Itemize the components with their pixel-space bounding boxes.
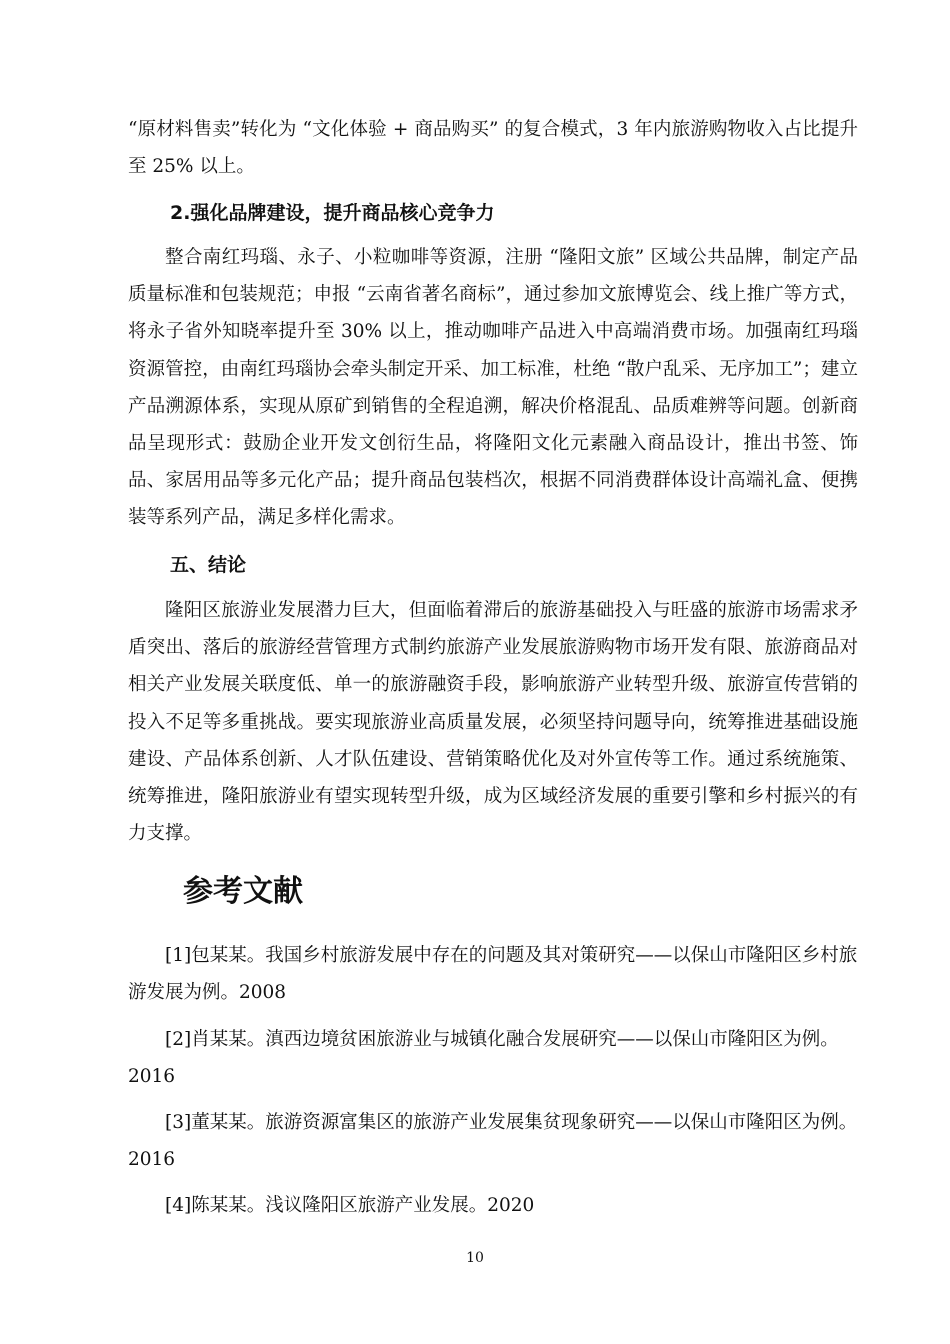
references-title: 参考文献 <box>183 874 303 909</box>
reference-item-4: [4]陈某某。浅议隆阳区旅游产业发展。2020 <box>165 1195 535 1216</box>
body-paragraph-conclusion: 隆阳区旅游业发展潜力巨大，但面临着滞后的旅游基础投入与旺盛的旅游市场需求矛盾突出、落后的旅游经营管理方式制约旅游产业发展旅游购物市场开发有限、旅游商品对相关产业发展关联度低、单一的旅游融资手段，影响旅游产业转型升级、旅游宣传营销的投入不足等多重挑战。要实现旅游业高质量发展，必须坚持问题导向，统筹推进基础设施建设、产品体系创新、人才队伍建设、营销策略优化及对外宣传等工作。通过系统施策、统筹推进，隆阳旅游业有望实现转型升级，成为区域经济发展的重要引擎和乡村振兴的有力支撑。 <box>128 600 858 845</box>
reference-item-1: [1]包某某。我国乡村旅游发展中存在的问题及其对策研究——以保山市隆阳区乡村旅游发展为例。2008 <box>128 945 858 1004</box>
reference-item-2: [2]肖某某。滇西边境贫困旅游业与城镇化融合发展研究——以保山市隆阳区为例。2016 <box>128 1029 839 1088</box>
reference-item-3: [3]董某某。旅游资源富集区的旅游产业发展集贫现象研究——以保山市隆阳区为例。2016 <box>128 1112 858 1171</box>
page-number: 10 <box>466 1250 484 1266</box>
section-heading-2: 2.强化品牌建设，提升商品核心竞争力 <box>170 202 495 224</box>
body-paragraph-1: “原材料售卖”转化为 “文化体验 + 商品购买” 的复合模式，3 年内旅游购物收入占比提升至 25% 以上。 <box>128 119 858 178</box>
section-heading-conclusion: 五、结论 <box>170 554 247 576</box>
body-paragraph-2: 整合南红玛瑙、永子、小粒咖啡等资源，注册 “隆阳文旅” 区域公共品牌，制定产品质量标准和包装规范；申报 “云南省著名商标”，通过参加文旅博览会、线上推广等方式，将永子省外知晓率提升至 30% 以上，推动咖啡产品进入中高端消费市场。加强南红玛瑙资源管控，由南红玛瑙协会牵头制定开采、加工标准，杜绝 “散户乱采、无序加工”；建立产品溯源体系，实现从原矿到销售的全程追溯，解决价格混乱、品质难辨等问题。创新商品呈现形式：鼓励企业开发文创衍生品，将隆阳文化元素融入商品设计，推出书签、饰品、家居用品等多元化产品；提升商品包装档次，根据不同消费群体设计高端礼盒、便携装等系列产品，满足多样化需求。 <box>128 247 858 529</box>
